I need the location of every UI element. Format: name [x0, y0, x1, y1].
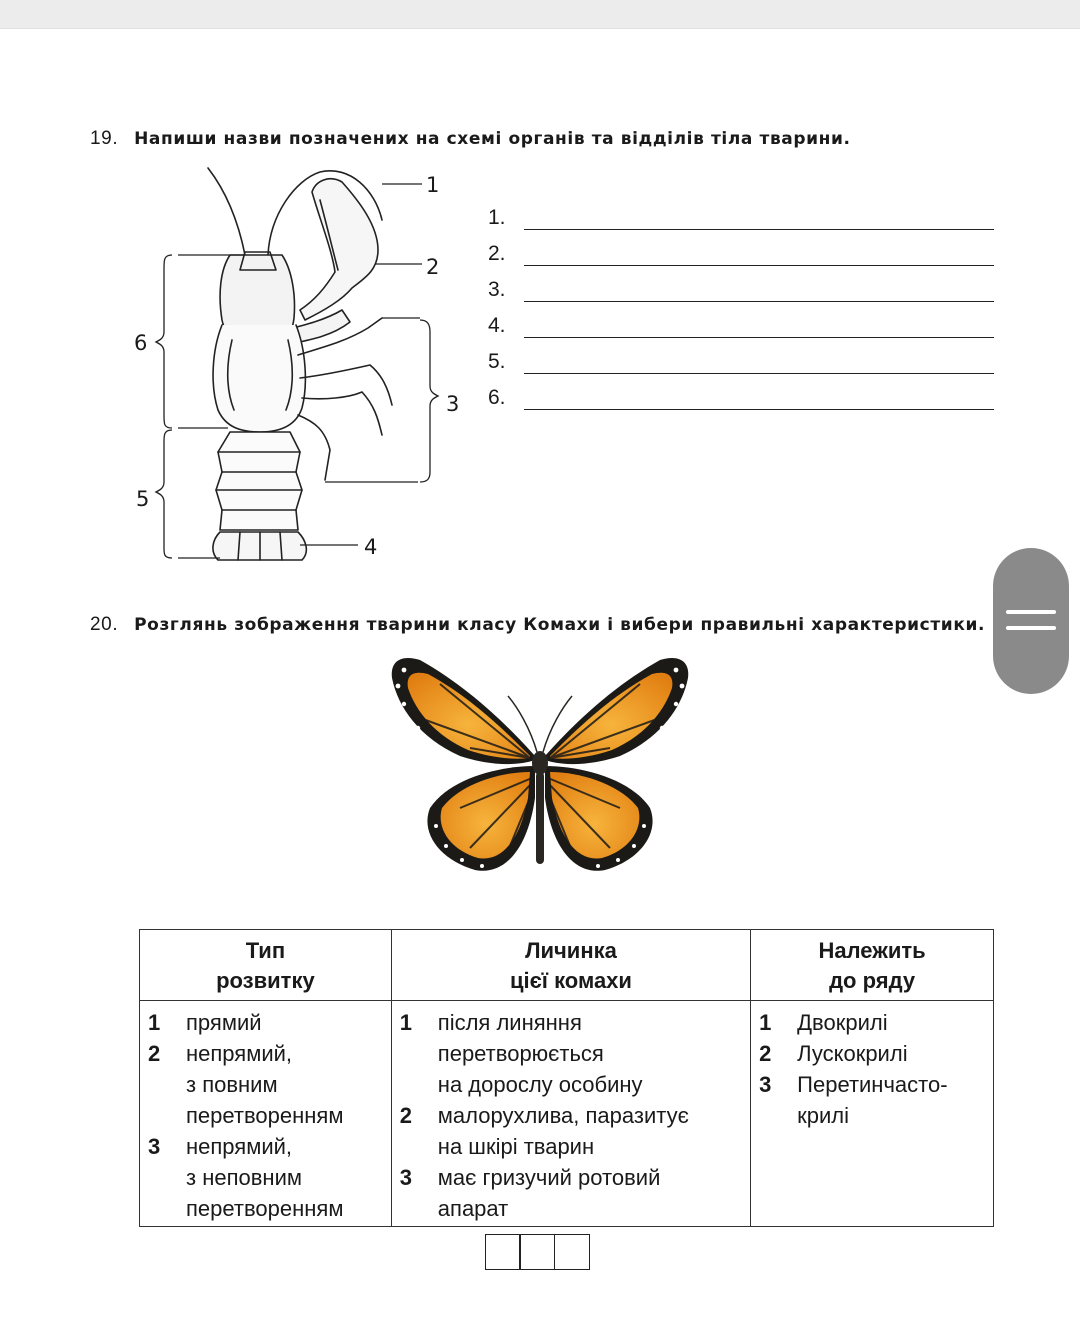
option-text: малорухлива, паразитує	[437, 1103, 689, 1128]
option-key: 2	[759, 1041, 772, 1066]
col-development-type	[140, 1001, 392, 1227]
answer-boxes	[486, 1234, 590, 1270]
col-larva	[391, 1001, 750, 1227]
answer-blank[interactable]	[524, 239, 994, 266]
option-item	[148, 1131, 387, 1224]
q19-number: 19.	[90, 128, 119, 149]
q19-answer-lines	[488, 194, 994, 410]
answer-line-1[interactable]	[488, 194, 994, 230]
option-item	[148, 1007, 387, 1038]
header-line: розвитку	[216, 968, 315, 993]
diagram-label-4: 4	[364, 535, 378, 559]
butterfly-image	[380, 648, 700, 888]
option-text: на шкірі тварин	[437, 1134, 595, 1159]
header-development-type	[140, 930, 392, 1001]
answer-blank[interactable]	[524, 203, 994, 230]
answer-blank[interactable]	[524, 347, 994, 374]
q19-text: Напиши назви позначених на схемі органів та відділів тіла тварини.	[134, 129, 851, 149]
option-text: з повним	[186, 1072, 278, 1097]
option-text: має гризучий ротовий	[437, 1165, 661, 1190]
option-key: 2	[148, 1041, 161, 1066]
option-text: перетворюється	[437, 1041, 604, 1066]
diagram-label-6: 6	[134, 331, 148, 355]
option-key: 1	[399, 1010, 413, 1035]
answer-box-1[interactable]	[485, 1234, 521, 1270]
option-item	[759, 1069, 989, 1131]
scroll-handle[interactable]	[993, 548, 1069, 694]
top-band	[0, 0, 1080, 29]
answer-blank[interactable]	[524, 383, 994, 410]
option-item	[400, 1100, 746, 1162]
answer-line-number: 5.	[488, 350, 506, 373]
option-key: 3	[148, 1134, 161, 1159]
option-text: перетворенням	[186, 1103, 344, 1128]
header-line: Тип	[245, 938, 286, 963]
option-item	[400, 1007, 746, 1100]
options-table	[139, 929, 994, 1227]
option-item	[759, 1038, 989, 1069]
option-text: перетворенням	[186, 1196, 344, 1221]
option-key: 1	[759, 1010, 772, 1035]
option-item	[148, 1038, 387, 1131]
answer-line-number: 4.	[488, 314, 506, 337]
answer-line-number: 1.	[488, 206, 506, 229]
option-item	[759, 1007, 989, 1038]
option-text: прямий	[186, 1010, 262, 1035]
answer-line-3[interactable]	[488, 266, 994, 302]
option-text: непрямий,	[186, 1134, 293, 1159]
option-text: апарат	[437, 1196, 509, 1221]
option-text: Перетинчасто-	[797, 1072, 948, 1097]
header-line: Личинка	[525, 938, 617, 963]
answer-line-number: 3.	[488, 278, 506, 301]
option-text: непрямий,	[186, 1041, 293, 1066]
option-item	[400, 1162, 746, 1224]
header-order	[751, 930, 994, 1001]
option-key: 1	[148, 1010, 161, 1035]
option-text: Лускокрилі	[797, 1041, 908, 1066]
crayfish-diagram	[120, 160, 480, 580]
option-key: 3	[399, 1165, 413, 1190]
handle-grip-icon	[1006, 626, 1056, 630]
answer-blank[interactable]	[524, 275, 994, 302]
answer-box-3[interactable]	[554, 1234, 590, 1270]
answer-line-number: 2.	[488, 242, 506, 265]
option-text: Двокрилі	[797, 1010, 888, 1035]
diagram-label-1: 1	[426, 173, 440, 197]
answer-line-4[interactable]	[488, 302, 994, 338]
q19-title	[90, 128, 851, 150]
option-text: крилі	[797, 1103, 850, 1128]
answer-line-5[interactable]	[488, 338, 994, 374]
header-larva	[391, 930, 750, 1001]
q20-title	[90, 614, 985, 636]
option-text: з неповним	[186, 1165, 302, 1190]
answer-line-2[interactable]	[488, 230, 994, 266]
answer-line-number: 6.	[488, 386, 506, 409]
answer-line-6[interactable]	[488, 374, 994, 410]
option-text: на дорослу особину	[437, 1072, 643, 1097]
option-key: 3	[759, 1072, 772, 1097]
diagram-label-2: 2	[426, 255, 440, 279]
col-order	[751, 1001, 994, 1227]
diagram-label-5: 5	[136, 487, 150, 511]
option-text: після линяння	[437, 1010, 582, 1035]
handle-grip-icon	[1006, 610, 1056, 614]
option-key: 2	[399, 1103, 413, 1128]
header-line: Належить	[818, 938, 926, 963]
answer-blank[interactable]	[524, 311, 994, 338]
answer-box-2[interactable]	[519, 1234, 555, 1270]
diagram-label-3: 3	[446, 392, 460, 416]
header-line: цієї комахи	[510, 968, 632, 993]
q20-text: Розглянь зображення тварини класу Комахи і вибери правильні характеристики.	[134, 615, 986, 635]
header-line: до ряду	[829, 968, 916, 993]
q20-number: 20.	[90, 614, 119, 635]
